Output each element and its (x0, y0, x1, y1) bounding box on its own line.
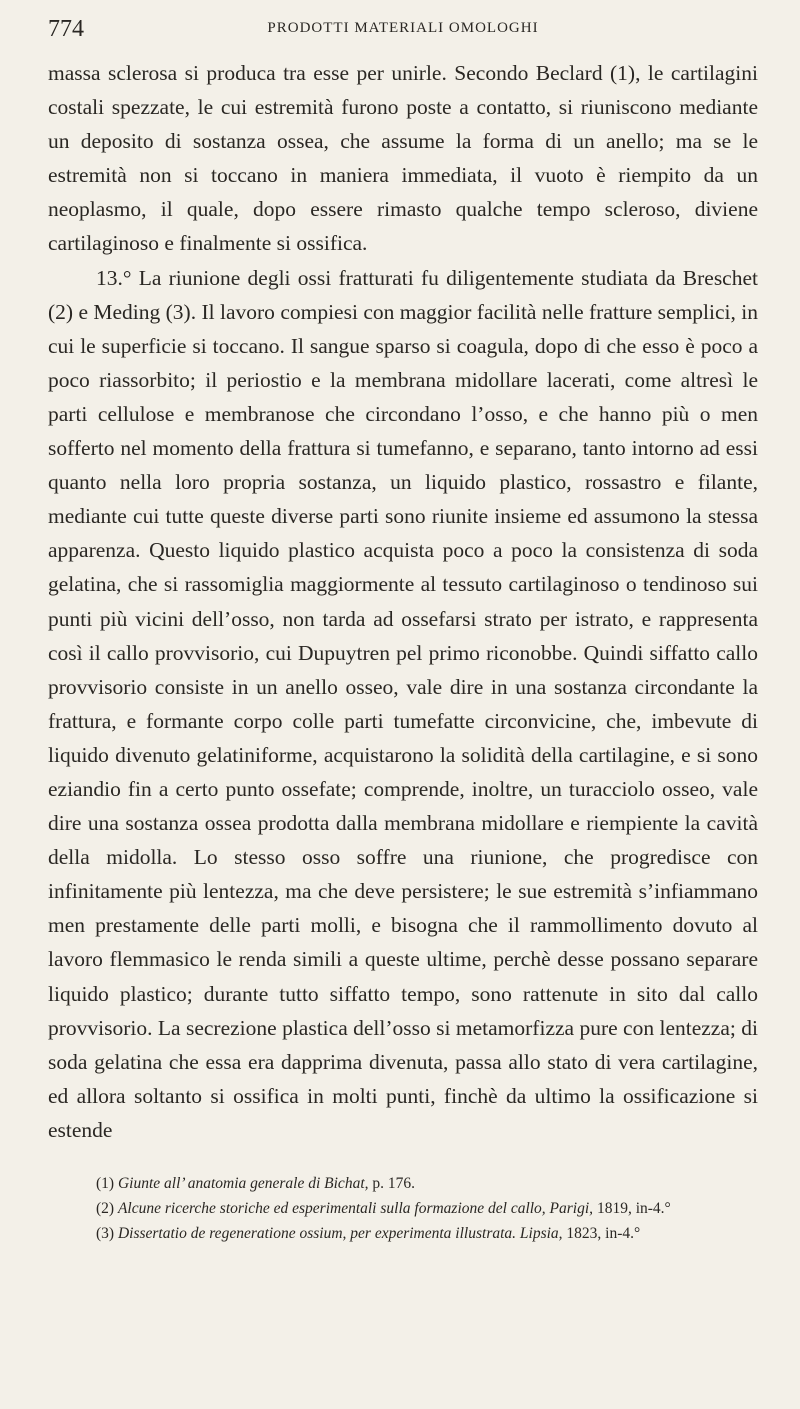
footnote-rest: 1823, in-4.° (562, 1225, 641, 1242)
footnote-mark: (1) (96, 1175, 115, 1192)
footnote-mark: (2) (96, 1200, 115, 1217)
paragraph-section-13: 13.° La riunione degli ossi fratturati fu diligentemente studiata da Breschet (2) e Meding (3). Il lavoro compiesi con maggior facilità nelle fratture semplici, in cui le superficie si toccano. Il sangue sparso si coagula, dopo di che esso è poco a poco riassorbito; il periostio e la membrana midollare lacerati, come altresì le parti cellulose e membranose che circondano l’osso, e che hanno più o men sofferto nel momento della frattura si tumefanno, e separano, tanto intorno ad essi quanto nella loro propria sostanza, un liquido plastico, rossastro e filante, mediante cui tutte queste diverse parti sono riunite insieme ed assumono la stessa apparenza. Questo liquido plastico acquista poco a poco la consistenza di soda gelatina, che si rassomiglia maggiormente al tessuto cartilaginoso o tendinoso sui punti più vicini dell’osso, non tarda ad ossefarsi strato per istrato, e rappresenta così il callo provvisorio, cui Dupuytren pel primo riconobbe. Quindi siffatto callo provvisorio consiste in un anello osseo, vale dire in una sostanza circondante la frattura, e formante corpo colle parti tumefatte circonvicine, che, imbevute di liquido divenuto gelatiniforme, acquistarono la solidità della cartilagine, e si sono eziandio fin a certo punto ossefate; comprende, inoltre, un turacciolo osseo, vale dire una sostanza ossea prodotta dalla membrana midollare e riempiente la cavità della midolla. Lo stesso osso soffre una riunione, che progredisce con infinitamente più lentezza, ma che deve persistere; le sue estremità s’infiammano men prestamente delle parti molli, e bisogna che il rammollimento dovuto al lavoro flemmasico le renda simili a queste ultime, perchè desse possano separare liquido plastico; durante tutto siffatto tempo, sono rattenute in sito dal callo provvisorio. La secrezione plastica dell’osso si metamorfizza pure con lentezza; di soda gelatina che essa era dapprima divenuta, passa allo stato di vera cartilagine, ed allora soltanto si ossifica in molti punti, finchè da ultimo la ossificazione si estende (48, 265, 758, 1142)
footnote-1 (48, 1171, 758, 1196)
footnote-rest: 1819, in-4.° (593, 1200, 671, 1217)
running-head (48, 16, 758, 50)
footnote-title: Dissertatio de regeneratione ossium, per experimenta illustrata. Lipsia, (117, 1225, 563, 1242)
running-title: PRODOTTI MATERIALI OMOLOGHI (267, 20, 539, 36)
footnote-title: Alcune ricerche storiche ed esperimentali sulla formazione del callo, Parigi, (117, 1200, 594, 1217)
footnote-mark: (3) (96, 1225, 115, 1242)
footnote-title: Giunte all’ anatomia generale di Bichat, (117, 1175, 369, 1192)
footnote-2 (48, 1196, 758, 1221)
paragraph-continuation: massa sclerosa si produca tra esse per unirle. Secondo Beclard (1), le cartilagini costali spezzate, le cui estremità furono poste a contatto, si riuniscono mediante un deposito di sostanza ossea, che assume la forma di un anello; ma se le estremità non si toccano in maniera immediata, il vuoto è riempito da un neoplasmo, il quale, dopo essere rimasto qualche tempo scleroso, diviene cartilaginoso e finalmente si ossifica. (48, 61, 758, 256)
footnote-3 (48, 1221, 758, 1246)
footnotes (48, 1171, 758, 1246)
body-text (48, 56, 758, 1147)
page-number: 774 (48, 16, 84, 42)
footnote-rest: p. 176. (368, 1175, 415, 1192)
